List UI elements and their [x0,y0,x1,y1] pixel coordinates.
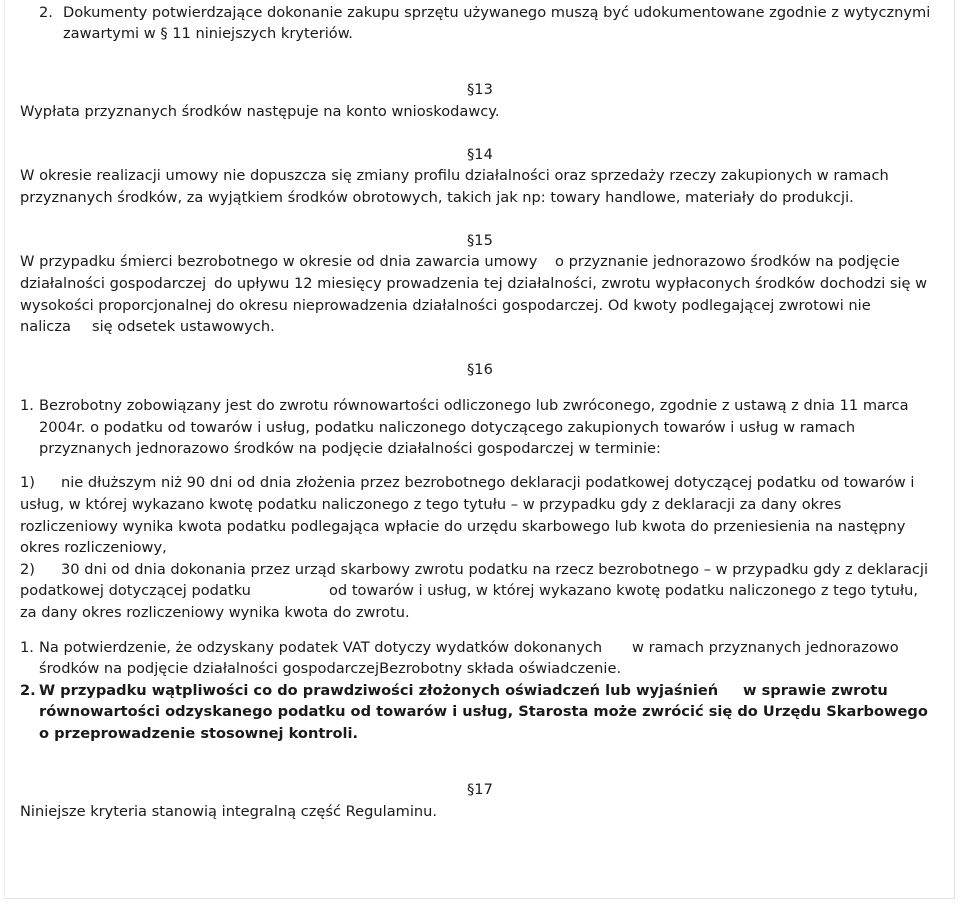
paragraph-line: za dany okres rozliczeniowy wynika kwota do zwrotu. [20,604,410,621]
paragraph-line: w sprawie zwrotu [743,682,888,699]
paragraph-line: W przypadku wątpliwości co do prawdziwości złożonych oświadczeń lub wyjaśnień [39,682,719,699]
section-heading: §14 [467,146,493,163]
paragraph-line: 2004r. o podatku od towarów i usług, podatku naliczonego dotyczącego zakupionych towarów i usług w ramach [39,419,856,436]
paragraph-line: podatkowej dotyczącej podatku [20,582,251,599]
paragraph-line: działalności gospodarczej [20,275,207,292]
paragraph-line: usług, w której wykazano kwotę podatku naliczonego z tego tytułu – w przypadku gdy z deklaracji za dany okres [20,496,842,513]
paragraph-line: W przypadku śmierci bezrobotnego w okresie od dnia zawarcia umowy [20,253,538,270]
document-page [4,0,955,899]
section-heading: §16 [467,361,493,378]
paragraph-line: Dokumenty potwierdzające dokonanie zakupu sprzętu używanego muszą być udokumentowane zgodnie z wytycznymi [63,4,931,21]
section-heading: §13 [467,81,493,98]
list-number: 1) [20,474,35,491]
paragraph-line: się odsetek ustawowych. [92,318,275,335]
paragraph-line: w ramach przyznanych jednorazowo [632,639,899,656]
paragraph-line: rozliczeniowy wynika kwota podatku podlegająca wpłacie do urzędu skarbowego lub kwota do przeniesienia na następny [20,518,906,535]
paragraph-line: okres rozliczeniowy, [20,539,167,556]
list-number: 2. [20,682,36,699]
paragraph-line: 30 dni od dnia dokonania przez urząd skarbowy zwrotu podatku na rzecz bezrobotnego – w przypadku gdy z deklaracji [61,561,929,578]
paragraph-line: nie dłuższym niż 90 dni od dnia złożenia przez bezrobotnego deklaracji podatkowej dotyczącej podatku od towarów i [61,474,915,491]
paragraph-line: przyznanych jednorazowo środków na podjęcie działalności gospodarczej w terminie: [39,440,661,457]
paragraph-line: środków na podjęcie działalności gospodarczejBezrobotny składa oświadczenie. [39,660,622,677]
list-number: 2. [39,4,53,21]
section-heading: §15 [467,232,493,249]
paragraph-line: Bezrobotny zobowiązany jest do zwrotu równowartości odliczonego lub zwróconego, zgodnie z ustawą z dnia 11 marca [39,397,909,414]
paragraph-line: przyznanych środków, za wyjątkiem środków obrotowych, takich jak np: towary handlowe, materiały do produkcji. [20,189,854,206]
paragraph-line: Na potwierdzenie, że odzyskany podatek VAT dotyczy wydatków dokonanych [39,639,603,656]
paragraph-line: o przeprowadzenie stosownej kontroli. [39,725,359,742]
list-number: 2) [20,561,35,578]
paragraph-line: nalicza [20,318,71,335]
paragraph-line: W okresie realizacji umowy nie dopuszcza się zmiany profilu działalności oraz sprzedaży rzeczy zakupionych w ramach [20,167,889,184]
paragraph-line: wysokości proporcjonalnej do okresu nieprowadzenia działalności gospodarczej. Od kwoty podlegającej zwrotowi nie [20,297,871,314]
section-heading: §17 [467,781,493,798]
paragraph-line: od towarów i usług, w której wykazano kwotę podatku naliczonego z tego tytułu, [329,582,919,599]
paragraph-line: Wypłata przyznanych środków następuje na konto wnioskodawcy. [20,103,500,120]
list-number: 1. [20,397,34,414]
paragraph-line: Niniejsze kryteria stanowią integralną część Regulaminu. [20,803,438,820]
paragraph-line: równowartości odzyskanego podatku od towarów i usług, Starosta może zwrócić się do Urzędu Skarbowego [39,703,928,720]
list-number: 1. [20,639,34,656]
paragraph-line: zawartymi w § 11 niniejszych kryteriów. [63,25,353,42]
paragraph-line: o przyznanie jednorazowo środków na podjęcie [555,253,900,270]
paragraph-line: do upływu 12 miesięcy prowadzenia tej działalności, zwrotu wypłaconych środków dochodzi się w [214,275,928,292]
